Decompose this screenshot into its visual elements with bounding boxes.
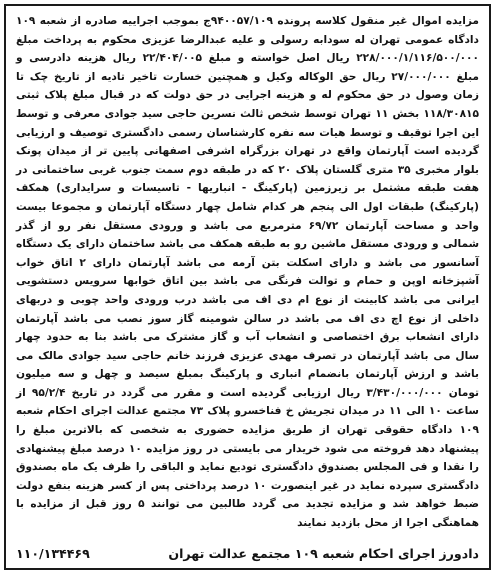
- reference-number: ۱۱۰/۱۳۴۴۶۹: [16, 545, 90, 561]
- signature-line: دادورز اجرای احکام شعبه ۱۰۹ مجتمع عدالت تهران: [168, 545, 479, 561]
- notice-body-text: مزایده اموال غیر منقول کلاسه پرونده ۹۴۰۰۵۷/۱۰۹ج بموجب اجراییه صادره از شعبه ۱۰۹ دادگاه عمومی تهران له سودابه رسولی و علیه عبدالرضا عزیزی محکوم به پرداخت مبلغ ۲۲۸/۰۰۰/۱/۱۱۶/۵۰۰/۰۰۰ ریال اصل خواسته و مبلغ ۲۲/۴۰۴/۰۰۵ ریال هزینه دادرسی و مبلغ ۲۷/۰۰۰/۰۰۰ ریال حق الوکاله وکیل و همچنین خسارت تاخیر تادیه از تاریخ چک تا زمان وصول در حق محکوم له و هزینه اجرایی در حق دولت که در قبال مبلغ پلاک ثبتی ۱۱۸/۳۰۸۱۵ بخش ۱۱ تهران توسط شخص ثالث نسرین حاجی سید جوادی معرفی و توسط این اجرا توقیف و توسط هیات سه نفره کارشناسان رسمی دادگستری توصیف و ارزیابی گردیده است آپارتمان واقع در تهران بزرگراه اشرفی اصفهانی پایین تر از میدان پونک بلوار مخبری ۳۵ متری گلستان پلاک ۲۰ که در طبقه دوم سمت جنوب غربی ساختمانی در هفت طبقه مشتمل بر زیرزمین (پارکینگ - انباریها - تاسیسات و سرایداری) همکف (پارکینگ) طبقات اول الی پنجم هر کدام شامل چهار دستگاه آپارتمان و مجموعا بیست واحد و مساحت آپارتمان ۶۹/۷۲ مترمربع می باشد و ورودی مستقل نفر رو از گذر شمالی و ورودی مستقل ماشین رو به طبقه همکف می باشد ساختمان دارای یک دستگاه آسانسور می باشد و دارای اسکلت بتن آرمه می باشد آپارتمان دارای ۲ اتاق خواب آشپزخانه اوپن و حمام و توالت فرنگی می باشد بین اتاق خوابها سرویس دستشویی ایرانی می باشد کابینت از نوع ام دی اف می باشد درب ورودی واحد چوبی و دربهای داخلی از نوع اچ دی اف می باشد در سالن شومینه گاز سوز نصب می باشد آپارتمان دارای انشعاب برق اختصاصی و انشعاب آب و گاز مشترک می باشد بنا به حدود چهار سال می باشد آپارتمان در تصرف مهدی عزیزی فرزند خانم حاجی سید جوادی مالک می باشد و ارزش آپارتمان بانضمام انباری و پارکینگ بمبلغ سیصد و چهل و سه میلیون تومان ۳/۴۳۰/۰۰۰/۰۰۰ ریال ارزیابی گردیده است و مقرر می گردد در تاریخ ۹۵/۲/۴ از ساعت ۱۰ الی ۱۱ در میدان تجریش خ فناخسرو پلاک ۷۳ مجتمع عدالت اجرای احکام شعبه ۱۰۹ دادگاه حقوقی تهران از طریق مزایده حضوری به شخصی که بالاترین مبلغ را پیشنهاد دهد فروخته می شود خریدار می بایستی در روز مزایده ۱۰ درصد مبلغ پیشنهادی را نقدا و فی المجلس بصندوق دادگستری تودیع نماید و الباقی را ظرف یک ماه بصندوق دادگستری سپرده نماید در غیر اینصورت ۱۰ درصد پرداختی پس از کسر هزینه بنفع دولت ضبط خواهد شد و مزایده تجدید می گردد طالبین می توانند ۵ روز قبل از مزایده با هماهنگی اجرا از محل بازدید نمایند: [16, 15, 480, 530]
- notice-frame: [4, 4, 491, 570]
- notice-footer: [16, 542, 479, 564]
